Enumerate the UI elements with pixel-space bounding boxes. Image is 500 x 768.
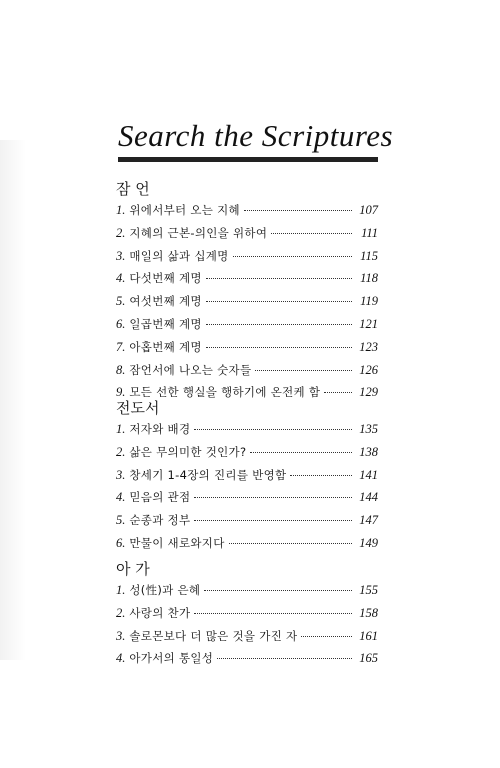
entry-number: 5.	[116, 294, 126, 309]
toc-entry	[116, 650, 378, 673]
section-ecclesiastes	[116, 397, 378, 558]
dot-leader	[271, 233, 352, 234]
dot-leader	[255, 370, 352, 371]
entry-title: 믿음의 관점	[129, 490, 191, 505]
entry-number: 2.	[116, 225, 126, 240]
entry-page-number: 147	[359, 513, 378, 528]
entry-number: 6.	[116, 535, 126, 550]
toc-entry	[116, 362, 378, 385]
entry-number: 3.	[116, 628, 126, 643]
entry-title: 만물이 새로와지다	[129, 535, 225, 550]
entry-title: 삶은 무의미한 것인가?	[129, 444, 247, 459]
entry-page-number: 121	[359, 316, 378, 331]
dot-leader	[194, 429, 352, 430]
entry-title: 솔로몬보다 더 많은 것을 가진 자	[129, 628, 298, 643]
dot-leader	[194, 613, 352, 614]
toc-entry	[116, 535, 378, 558]
entry-number: 8.	[116, 362, 126, 377]
dot-leader	[206, 347, 352, 348]
entry-page-number: 144	[359, 490, 378, 505]
entry-title: 성(性)과 은혜	[129, 583, 201, 597]
section-title: 전도서	[116, 399, 160, 417]
entry-page-number: 118	[360, 271, 378, 286]
entry-page-number: 111	[361, 225, 378, 240]
dot-leader	[324, 392, 352, 393]
entry-title: 여섯번째 계명	[129, 294, 202, 309]
toc-entry	[116, 605, 378, 628]
entry-title: 순종과 정부	[129, 513, 191, 528]
dot-leader	[233, 256, 352, 257]
entry-number: 7.	[116, 339, 126, 354]
toc-entry	[116, 225, 378, 248]
entry-title: 창세기 1-4장의 진리를 반영함	[129, 467, 287, 482]
entry-page-number: 141	[359, 467, 378, 482]
toc-entry	[116, 339, 378, 362]
toc-entry	[116, 489, 378, 512]
section-proverbs	[116, 178, 378, 407]
entry-page-number: 138	[359, 444, 378, 459]
entry-number: 5.	[116, 513, 126, 528]
toc-entry	[116, 316, 378, 339]
toc-entry	[116, 512, 378, 535]
page-title: Search the Scriptures	[118, 118, 394, 153]
entry-number: 4.	[116, 651, 126, 666]
entry-title: 아가서의 통일성	[129, 651, 214, 666]
toc-entry	[116, 628, 378, 651]
entry-page-number: 158	[359, 605, 378, 620]
title-underline	[118, 157, 378, 162]
toc-entry	[116, 444, 378, 467]
entry-number: 1.	[116, 583, 126, 597]
entry-title: 저자와 배경	[129, 422, 191, 436]
entry-number: 9.	[116, 385, 126, 400]
dot-leader	[194, 497, 352, 498]
entry-number: 2.	[116, 605, 126, 620]
entry-page-number: 107	[359, 203, 378, 217]
entry-title: 아홉번째 계명	[129, 339, 202, 354]
entry-number: 3.	[116, 467, 126, 482]
entry-number: 3.	[116, 248, 126, 263]
entry-title: 사랑의 찬가	[129, 605, 191, 620]
entry-title: 일곱번째 계명	[129, 316, 202, 331]
toc-entry	[116, 248, 378, 271]
entry-page-number: 165	[359, 651, 378, 666]
dot-leader	[206, 301, 352, 302]
dot-leader	[206, 278, 352, 279]
entry-title: 위에서부터 오는 지혜	[129, 203, 240, 217]
dot-leader	[194, 520, 352, 521]
entry-page-number: 123	[359, 339, 378, 354]
entry-page-number: 115	[360, 248, 378, 263]
dot-leader	[229, 543, 352, 544]
entry-number: 4.	[116, 490, 126, 505]
toc-entry	[116, 467, 378, 490]
entry-title: 다섯번째 계명	[129, 271, 202, 286]
entry-page-number: 129	[359, 385, 378, 400]
toc-entry	[116, 582, 378, 605]
entry-page-number: 119	[360, 294, 378, 309]
entry-title: 매일의 삶과 십계명	[129, 248, 229, 263]
entry-page-number: 155	[359, 583, 378, 597]
entry-page-number: 135	[359, 422, 378, 436]
entry-number: 6.	[116, 316, 126, 331]
entry-number: 1.	[116, 203, 126, 217]
dot-leader	[301, 636, 352, 637]
dot-leader	[204, 590, 352, 591]
section-title: 잠 언	[116, 180, 150, 198]
entry-number: 1.	[116, 422, 126, 436]
toc-entry	[116, 293, 378, 316]
toc-entry	[116, 421, 378, 444]
entry-number: 4.	[116, 271, 126, 286]
toc-entry	[116, 270, 378, 293]
page-edge-shadow	[0, 140, 26, 660]
entry-number: 2.	[116, 444, 126, 459]
dot-leader	[206, 324, 352, 325]
dot-leader	[217, 658, 352, 659]
dot-leader	[250, 452, 352, 453]
entry-page-number: 126	[359, 362, 378, 377]
dot-leader	[290, 475, 352, 476]
entry-page-number: 161	[359, 628, 378, 643]
section-title: 아 가	[116, 560, 150, 578]
entry-title: 모든 선한 행실을 행하기에 온전케 함	[129, 385, 321, 400]
section-song-of-songs	[116, 558, 378, 673]
entry-page-number: 149	[359, 535, 378, 550]
entry-title: 지혜의 근본-의인을 위하여	[129, 225, 268, 240]
toc-entry	[116, 202, 378, 225]
entry-title: 잠언서에 나오는 숫자들	[129, 362, 252, 377]
dot-leader	[244, 210, 352, 211]
